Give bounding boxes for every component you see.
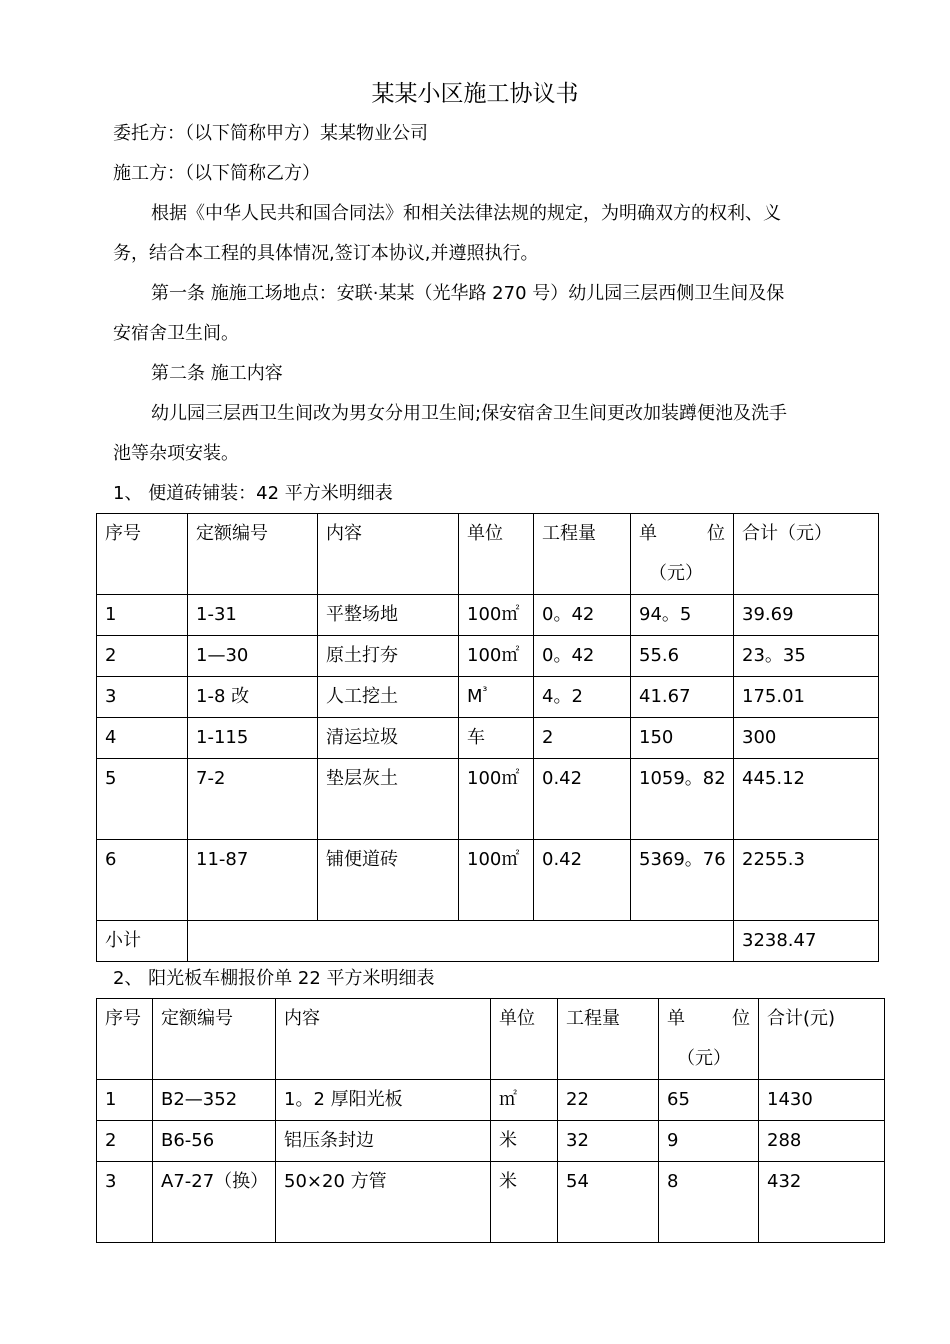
cell-total: 23。35 (734, 636, 879, 677)
cell-qty: 0。42 (534, 636, 631, 677)
cell-code: 1-115 (188, 718, 318, 759)
cell-price: 65 (659, 1080, 759, 1121)
cell-total: 432 (759, 1162, 885, 1243)
cell-code: 7-2 (188, 759, 318, 840)
cell-qty: 4。2 (534, 677, 631, 718)
cell-content: 铝压条封边 (276, 1121, 491, 1162)
paving-detail-table (96, 513, 879, 962)
cell-qty: 2 (534, 718, 631, 759)
header-unit-price-line-2: （元） (649, 563, 703, 584)
cell-price: 94。5 (631, 595, 734, 636)
subtotal-blank (188, 921, 734, 962)
cell-no: 1 (97, 1080, 153, 1121)
table-row (97, 595, 879, 636)
cell-qty: 0.42 (534, 840, 631, 921)
header-unit-price-line-1: 单 位 (639, 523, 725, 544)
cell-content: 铺便道砖 (318, 840, 459, 921)
cell-content: 原土打夯 (318, 636, 459, 677)
intro-paragraph-line-2: 务，结合本工程的具体情况,签订本协议,并遵照执行。 (113, 243, 539, 264)
cell-price: 8 (659, 1162, 759, 1243)
cell-no: 3 (97, 1162, 153, 1243)
carport-detail-table (96, 998, 885, 1243)
cell-total: 445.12 (734, 759, 879, 840)
document-title: 某某小区施工协议书 (371, 81, 579, 107)
header-total: 合计(元) (759, 999, 885, 1080)
cell-content: 清运垃圾 (318, 718, 459, 759)
cell-qty: 32 (558, 1121, 659, 1162)
cell-code: 11-87 (188, 840, 318, 921)
article-1-line-1: 第一条 施施工场地点：安联·某某（光华路 270 号）幼儿园三层西侧卫生间及保 (151, 283, 785, 304)
cell-qty: 0。42 (534, 595, 631, 636)
article-2-title: 第二条 施工内容 (151, 363, 283, 384)
table-row (97, 840, 879, 921)
cell-total: 1430 (759, 1080, 885, 1121)
header-unit-price-line-2: （元） (677, 1048, 731, 1069)
table-2-heading: 2、 阳光板车棚报价单 22 平方米明细表 (113, 968, 435, 989)
cell-unit: 车 (459, 718, 534, 759)
cell-content: 人工挖土 (318, 677, 459, 718)
table-header-row (97, 514, 879, 595)
header-unit-price (659, 999, 759, 1080)
table-row (97, 718, 879, 759)
cell-no: 1 (97, 595, 188, 636)
cell-unit: 100㎡ (459, 759, 534, 840)
table-row (97, 759, 879, 840)
header-code: 定额编号 (188, 514, 318, 595)
cell-price: 9 (659, 1121, 759, 1162)
header-content: 内容 (318, 514, 459, 595)
cell-qty: 0.42 (534, 759, 631, 840)
cell-price: 55.6 (631, 636, 734, 677)
header-unit: 单位 (491, 999, 558, 1080)
table-header-row (97, 999, 885, 1080)
cell-no: 2 (97, 636, 188, 677)
cell-no: 2 (97, 1121, 153, 1162)
cell-code: 1-31 (188, 595, 318, 636)
header-code: 定额编号 (153, 999, 276, 1080)
cell-content: 垫层灰土 (318, 759, 459, 840)
cell-total: 288 (759, 1121, 885, 1162)
cell-price: 150 (631, 718, 734, 759)
header-unit-price-line-1: 单 位 (667, 1008, 750, 1029)
subtotal-value: 3238.47 (734, 921, 879, 962)
cell-unit: 米 (491, 1121, 558, 1162)
article-2-line-2: 池等杂项安装。 (113, 443, 239, 464)
cell-unit: 100㎡ (459, 636, 534, 677)
header-no: 序号 (97, 514, 188, 595)
table-row (97, 636, 879, 677)
cell-total: 175.01 (734, 677, 879, 718)
header-unit-price (631, 514, 734, 595)
header-qty: 工程量 (558, 999, 659, 1080)
cell-no: 5 (97, 759, 188, 840)
article-1-line-2: 安宿舍卫生间。 (113, 323, 239, 344)
cell-no: 3 (97, 677, 188, 718)
cell-content: 平整场地 (318, 595, 459, 636)
cell-total: 2255.3 (734, 840, 879, 921)
cell-code: 1-8 改 (188, 677, 318, 718)
cell-unit: $M^{^3}$ (459, 677, 534, 718)
cell-content: 1。2 厚阳光板 (276, 1080, 491, 1121)
cell-qty: 22 (558, 1080, 659, 1121)
contractor-line: 施工方：（以下简称乙方） (113, 163, 320, 184)
intro-paragraph-line-1: 根据《中华人民共和国合同法》和相关法律法规的规定，为明确双方的权利、义 (151, 203, 781, 224)
subtotal-row (97, 921, 879, 962)
cell-unit: 米 (491, 1162, 558, 1243)
cell-unit: ㎡ (491, 1080, 558, 1121)
cell-qty: 54 (558, 1162, 659, 1243)
cell-total: 39.69 (734, 595, 879, 636)
cell-price: 5369。76 (631, 840, 734, 921)
cell-code: B6-56 (153, 1121, 276, 1162)
table-row (97, 1080, 885, 1121)
header-content: 内容 (276, 999, 491, 1080)
table-row (97, 1121, 885, 1162)
header-total: 合计（元） (734, 514, 879, 595)
cell-code: B2—352 (153, 1080, 276, 1121)
header-unit: 单位 (459, 514, 534, 595)
subtotal-label: 小计 (97, 921, 188, 962)
cell-code: A7-27（换） (153, 1162, 276, 1243)
table-row (97, 1162, 885, 1243)
header-no: 序号 (97, 999, 153, 1080)
cell-no: 6 (97, 840, 188, 921)
table-row (97, 677, 879, 718)
cell-total: 300 (734, 718, 879, 759)
client-line: 委托方：（以下简称甲方）某某物业公司 (113, 123, 428, 144)
article-2-line-1: 幼儿园三层西卫生间改为男女分用卫生间;保安宿舍卫生间更改加装蹲便池及洗手 (151, 403, 788, 424)
cell-content: 50×20 方管 (276, 1162, 491, 1243)
cell-unit: 100㎡ (459, 840, 534, 921)
cell-no: 4 (97, 718, 188, 759)
cell-price: 1059。82 (631, 759, 734, 840)
header-qty: 工程量 (534, 514, 631, 595)
cell-code: 1—30 (188, 636, 318, 677)
cell-unit: 100㎡ (459, 595, 534, 636)
table-1-heading: 1、 便道砖铺装：42 平方米明细表 (113, 483, 393, 504)
cell-price: 41.67 (631, 677, 734, 718)
